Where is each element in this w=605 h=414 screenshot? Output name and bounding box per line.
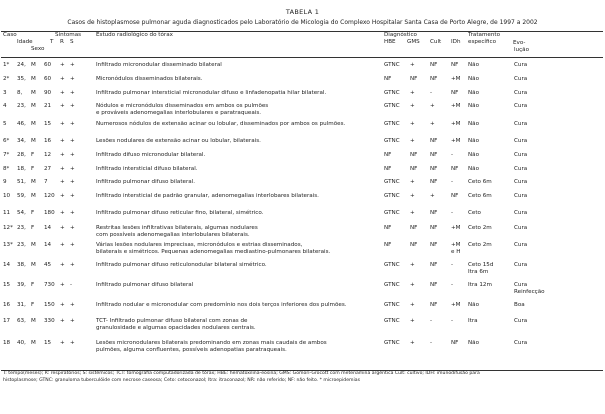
row-caso: 16 bbox=[3, 302, 11, 308]
row-tempo: 27 bbox=[44, 166, 52, 172]
row-idade: 23, bbox=[17, 103, 26, 109]
row-idh: - bbox=[451, 179, 454, 185]
row-gms: NF bbox=[410, 166, 418, 172]
row-caso: 4 bbox=[3, 103, 7, 109]
row-hbe: GTNC bbox=[384, 193, 400, 199]
row-sistemico: + bbox=[70, 179, 75, 185]
row-tempo: 180 bbox=[44, 210, 55, 216]
row-sexo: F bbox=[31, 225, 35, 231]
row-caso: 5 bbox=[3, 121, 7, 127]
footnote bbox=[3, 371, 603, 384]
row-respiratorio: + bbox=[60, 225, 65, 231]
row-caso: 15 bbox=[3, 282, 11, 288]
row-estudo: Lesões nodulares de extensão acinar ou lobular, bilaterais. bbox=[96, 138, 261, 144]
row-sistemico: + bbox=[70, 90, 75, 96]
row-sexo: M bbox=[31, 90, 36, 96]
row-evolucao: Cura bbox=[514, 103, 528, 109]
row-cult: - bbox=[430, 340, 433, 346]
row-idh: - bbox=[451, 282, 454, 288]
row-cult: NF bbox=[430, 179, 438, 185]
row-idh: +M bbox=[451, 242, 461, 248]
row-gms: + bbox=[410, 121, 415, 127]
row-cult: NF bbox=[430, 282, 438, 288]
row-gms: + bbox=[410, 103, 415, 109]
row-tratamento: Não bbox=[468, 103, 480, 109]
row-hbe: NF bbox=[384, 166, 392, 172]
row-idade: 35, bbox=[17, 76, 26, 82]
row-tempo: 45 bbox=[44, 262, 52, 268]
row-sistemico: + bbox=[70, 225, 75, 231]
row-idh: +M bbox=[451, 225, 461, 231]
row-hbe: GTNC bbox=[384, 262, 400, 268]
row-idade: 8, bbox=[17, 90, 23, 96]
row-tratamento: Ceto 2m bbox=[468, 225, 492, 231]
row-respiratorio: + bbox=[60, 103, 65, 109]
row-gms: + bbox=[410, 282, 415, 288]
row-respiratorio: + bbox=[60, 262, 65, 268]
row-cult: + bbox=[430, 103, 435, 109]
row-sexo: F bbox=[31, 302, 35, 308]
row-hbe: GTNC bbox=[384, 138, 400, 144]
row-cult: NF bbox=[430, 242, 438, 248]
row-respiratorio: + bbox=[60, 121, 65, 127]
row-sexo: M bbox=[31, 62, 36, 68]
header-cult: Cult bbox=[430, 39, 442, 45]
row-cult: NF bbox=[430, 166, 438, 172]
row-gms: + bbox=[410, 179, 415, 185]
row-sistemico: + bbox=[70, 340, 75, 346]
row-hbe: GTNC bbox=[384, 121, 400, 127]
row-sistemico: + bbox=[70, 138, 75, 144]
row-tratamento: Não bbox=[468, 340, 480, 346]
header-tratamento: Tratamento bbox=[468, 32, 500, 38]
row-idh: e H bbox=[451, 249, 461, 255]
row-caso: 2* bbox=[3, 76, 10, 82]
row-gms: + bbox=[410, 262, 415, 268]
header-evolucao: Evo- bbox=[513, 40, 526, 46]
row-sexo: M bbox=[31, 193, 36, 199]
row-sexo: M bbox=[31, 76, 36, 82]
row-cult: + bbox=[430, 193, 435, 199]
header-especifico: específico bbox=[468, 39, 496, 45]
row-cult: NF bbox=[430, 138, 438, 144]
row-tempo: 16 bbox=[44, 138, 52, 144]
row-caso: 18 bbox=[3, 340, 11, 346]
row-gms: + bbox=[410, 62, 415, 68]
row-tempo: 730 bbox=[44, 282, 55, 288]
row-tratamento: Não bbox=[468, 121, 480, 127]
row-sistemico: + bbox=[70, 152, 75, 158]
row-idh: +M bbox=[451, 138, 461, 144]
row-evolucao: Cura bbox=[514, 76, 528, 82]
row-cult: - bbox=[430, 90, 433, 96]
row-tempo: 12 bbox=[44, 152, 52, 158]
row-idade: 18, bbox=[17, 166, 26, 172]
row-idh: +M bbox=[451, 302, 461, 308]
row-estudo: Restritas lesões infiltrativas bilaterais, algumas nodulares bbox=[96, 225, 258, 231]
row-idh: NF bbox=[451, 166, 459, 172]
row-evolucao: Cura bbox=[514, 242, 528, 248]
row-evolucao: Cura bbox=[514, 318, 528, 324]
row-idade: 23, bbox=[17, 242, 26, 248]
row-sexo: M bbox=[31, 242, 36, 248]
row-gms: + bbox=[410, 193, 415, 199]
row-idh: - bbox=[451, 262, 454, 268]
row-respiratorio: + bbox=[60, 179, 65, 185]
row-tempo: 15 bbox=[44, 340, 52, 346]
row-sexo: M bbox=[31, 340, 36, 346]
row-sistemico: + bbox=[70, 166, 75, 172]
row-respiratorio: + bbox=[60, 152, 65, 158]
row-caso: 10 bbox=[3, 193, 11, 199]
row-estudo: Infiltrado pulmonar difuso bilateral bbox=[96, 282, 194, 288]
row-respiratorio: + bbox=[60, 166, 65, 172]
row-sistemico: + bbox=[70, 302, 75, 308]
header-evolucao-2: lução bbox=[514, 47, 530, 53]
row-idade: 23, bbox=[17, 225, 26, 231]
row-respiratorio: + bbox=[60, 62, 65, 68]
row-tratamento: Não bbox=[468, 302, 480, 308]
row-hbe: NF bbox=[384, 152, 392, 158]
row-tempo: 60 bbox=[44, 76, 52, 82]
row-estudo: granulosidade e algumas opacidades nodulares centrais. bbox=[96, 325, 256, 331]
row-respiratorio: + bbox=[60, 242, 65, 248]
row-evolucao: Cura bbox=[514, 152, 528, 158]
row-gms: + bbox=[410, 340, 415, 346]
row-estudo: bilaterais e simétricos. Pequenas adenomegalias mediastino-pulmonares bilaterais. bbox=[96, 249, 331, 255]
row-estudo: TCT- Infiltrado pulmonar difuso bilateral com zonas de bbox=[96, 318, 248, 324]
row-evolucao: Cura bbox=[514, 62, 528, 68]
row-tratamento: Não bbox=[468, 166, 480, 172]
header-idh: IDh bbox=[451, 39, 461, 45]
row-evolucao: Cura bbox=[514, 166, 528, 172]
row-evolucao: Cura bbox=[514, 90, 528, 96]
row-evolucao: Cura bbox=[514, 340, 528, 346]
header-s: S bbox=[70, 39, 74, 45]
row-cult: + bbox=[430, 121, 435, 127]
header-t: T bbox=[50, 39, 54, 45]
row-sexo: M bbox=[31, 121, 36, 127]
row-idade: 63, bbox=[17, 318, 26, 324]
row-evolucao: Boa bbox=[514, 302, 525, 308]
row-idade: 38, bbox=[17, 262, 26, 268]
row-sistemico: + bbox=[70, 262, 75, 268]
row-tempo: 90 bbox=[44, 90, 52, 96]
row-estudo: Nódulos e micronódulos disseminados em ambos os pulmões bbox=[96, 103, 269, 109]
row-idade: 51, bbox=[17, 179, 26, 185]
row-idh: +M bbox=[451, 121, 461, 127]
row-evolucao: Cura bbox=[514, 179, 528, 185]
row-tempo: 14 bbox=[44, 242, 52, 248]
row-gms: NF bbox=[410, 242, 418, 248]
row-estudo: Lesões micronodulares bilaterais predominando em zonas mais caudais de ambos bbox=[96, 340, 327, 346]
row-evolucao: Cura bbox=[514, 262, 528, 268]
row-gms: + bbox=[410, 138, 415, 144]
row-respiratorio: + bbox=[60, 76, 65, 82]
row-gms: + bbox=[410, 210, 415, 216]
row-tempo: 60 bbox=[44, 62, 52, 68]
row-caso: 6* bbox=[3, 138, 10, 144]
row-respiratorio: + bbox=[60, 193, 65, 199]
row-caso: 1* bbox=[3, 62, 10, 68]
row-tempo: 15 bbox=[44, 121, 52, 127]
row-cult: NF bbox=[430, 152, 438, 158]
table-title: TABELA 1 bbox=[285, 8, 320, 16]
row-caso: 17 bbox=[3, 318, 11, 324]
row-sistemico: + bbox=[70, 193, 75, 199]
header-hbe: HBE bbox=[384, 39, 396, 45]
row-idh: - bbox=[451, 152, 454, 158]
row-idade: 31, bbox=[17, 302, 26, 308]
row-idh: - bbox=[451, 318, 454, 324]
row-caso: 8* bbox=[3, 166, 10, 172]
row-gms: + bbox=[410, 302, 415, 308]
row-respiratorio: + bbox=[60, 282, 65, 288]
row-tratamento: Não bbox=[468, 138, 480, 144]
row-sistemico: - bbox=[70, 282, 73, 288]
row-sexo: M bbox=[31, 179, 36, 185]
row-hbe: GTNC bbox=[384, 103, 400, 109]
row-estudo: Várias lesões nodulares imprecisas, micronódulos e estrias disseminados, bbox=[96, 242, 303, 248]
row-hbe: NF bbox=[384, 76, 392, 82]
row-hbe: GTNC bbox=[384, 62, 400, 68]
row-cult: NF bbox=[430, 76, 438, 82]
row-cult: - bbox=[430, 318, 433, 324]
row-tratamento: Itra bbox=[468, 318, 478, 324]
row-hbe: NF bbox=[384, 225, 392, 231]
row-hbe: GTNC bbox=[384, 318, 400, 324]
row-sistemico: + bbox=[70, 242, 75, 248]
row-gms: + bbox=[410, 90, 415, 96]
row-sistemico: + bbox=[70, 121, 75, 127]
row-respiratorio: + bbox=[60, 318, 65, 324]
header-top-rule bbox=[1, 31, 603, 32]
row-evolucao: Cura bbox=[514, 225, 528, 231]
row-sexo: F bbox=[31, 210, 35, 216]
row-sexo: M bbox=[31, 138, 36, 144]
row-respiratorio: + bbox=[60, 90, 65, 96]
header-idade: Idade bbox=[17, 39, 33, 45]
row-evolucao: Cura bbox=[514, 282, 528, 288]
row-tratamento: Ceto 6m bbox=[468, 193, 492, 199]
row-sexo: M bbox=[31, 318, 36, 324]
row-respiratorio: + bbox=[60, 340, 65, 346]
row-evolucao: Reinfecção bbox=[514, 289, 545, 295]
row-caso: 11 bbox=[3, 210, 11, 216]
row-estudo: Infiltrado intersticial difuso bilateral. bbox=[96, 166, 198, 172]
row-estudo: Numerosos nódulos de extensão acinar ou lobular, disseminados por ambos os pulmões. bbox=[96, 121, 346, 127]
row-caso: 3 bbox=[3, 90, 7, 96]
row-hbe: GTNC bbox=[384, 282, 400, 288]
footnote-line: histoplasmose; GTNC: granuloma tuberculóide com necrose caseosa; Ceto: cetoconazol; Itra: itraconazol; NR: não referido; NF: não feito. * microepidemias bbox=[3, 377, 360, 383]
row-idh: NF bbox=[451, 62, 459, 68]
row-tratamento: Ceto 2m bbox=[468, 242, 492, 248]
row-estudo: Micronódulos disseminados bilaterais. bbox=[96, 76, 203, 82]
row-tratamento: Não bbox=[468, 152, 480, 158]
row-hbe: GTNC bbox=[384, 210, 400, 216]
table-subtitle: Casos de histoplasmose pulmonar aguda diagnosticados pelo Laboratório de Micologia do Complexo Hospitalar Santa Casa de Porto Alegre, de 1997 a 2002 bbox=[67, 19, 538, 26]
header-sexo: Sexo bbox=[31, 46, 45, 52]
row-sistemico: + bbox=[70, 318, 75, 324]
row-caso: 7* bbox=[3, 152, 10, 158]
row-evolucao: Cura bbox=[514, 138, 528, 144]
row-tempo: 14 bbox=[44, 225, 52, 231]
row-idade: 46, bbox=[17, 121, 26, 127]
row-tratamento: Ceto 6m bbox=[468, 179, 492, 185]
row-tempo: 150 bbox=[44, 302, 55, 308]
row-tempo: 330 bbox=[44, 318, 55, 324]
row-caso: 9 bbox=[3, 179, 7, 185]
row-idade: 40, bbox=[17, 340, 26, 346]
row-sistemico: + bbox=[70, 210, 75, 216]
row-evolucao: Cura bbox=[514, 193, 528, 199]
row-estudo: Infiltrado pulmonar difuso reticulonodular bilateral simétrico. bbox=[96, 262, 267, 268]
row-idh: +M bbox=[451, 76, 461, 82]
row-estudo: Infiltrado intersticial de padrão granular, adenomegalias interlobares bilaterais. bbox=[96, 193, 319, 199]
row-gms: NF bbox=[410, 152, 418, 158]
row-estudo: Infiltrado difuso micronodular bilateral. bbox=[96, 152, 206, 158]
row-caso: 14 bbox=[3, 262, 11, 268]
row-hbe: GTNC bbox=[384, 340, 400, 346]
row-idh: - bbox=[451, 210, 454, 216]
row-respiratorio: + bbox=[60, 210, 65, 216]
row-tempo: 7 bbox=[44, 179, 48, 185]
row-hbe: GTNC bbox=[384, 179, 400, 185]
row-gms: + bbox=[410, 318, 415, 324]
row-tratamento: Não bbox=[468, 76, 480, 82]
row-estudo: Infiltrado micronodular disseminado bilateral bbox=[96, 62, 222, 68]
row-tratamento: Itra 12m bbox=[468, 282, 492, 288]
row-evolucao: Cura bbox=[514, 121, 528, 127]
row-idade: 59, bbox=[17, 193, 26, 199]
row-caso: 13* bbox=[3, 242, 13, 248]
row-estudo: pulmões, alguma confluentes, possíveis adenopatias paratraqueais. bbox=[96, 347, 287, 353]
row-cult: NF bbox=[430, 210, 438, 216]
row-tratamento: Não bbox=[468, 62, 480, 68]
header-bottom-rule bbox=[1, 57, 603, 58]
row-sexo: M bbox=[31, 262, 36, 268]
row-estudo: Infiltrado pulmonar difuso reticular fino, bilateral, simétrico. bbox=[96, 210, 264, 216]
row-idh: NF bbox=[451, 90, 459, 96]
row-sistemico: + bbox=[70, 62, 75, 68]
row-tratamento: Não bbox=[468, 90, 480, 96]
header-estudo: Estudo radiológico do tórax bbox=[96, 32, 173, 38]
row-estudo: com possíveis adenomegalias interlobulares bilaterais. bbox=[96, 232, 250, 238]
row-cult: NF bbox=[430, 225, 438, 231]
row-estudo: Infiltrado nodular e micronodular com predomínio nos dois terços inferiores dos pulmões. bbox=[96, 302, 347, 308]
row-evolucao: Cura bbox=[514, 210, 528, 216]
row-tratamento: Ceto 15d bbox=[468, 262, 494, 268]
row-cult: NF bbox=[430, 302, 438, 308]
row-idade: 39, bbox=[17, 282, 26, 288]
row-hbe: GTNC bbox=[384, 302, 400, 308]
row-respiratorio: + bbox=[60, 302, 65, 308]
row-respiratorio: + bbox=[60, 138, 65, 144]
row-sistemico: + bbox=[70, 103, 75, 109]
row-tempo: 120 bbox=[44, 193, 55, 199]
header-diagnostico: Diagnóstico bbox=[384, 32, 417, 38]
row-estudo: Infiltrado pulmonar difuso bilateral. bbox=[96, 179, 196, 185]
row-idade: 34, bbox=[17, 138, 26, 144]
row-sexo: M bbox=[31, 103, 36, 109]
row-sexo: F bbox=[31, 166, 35, 172]
row-sexo: F bbox=[31, 282, 35, 288]
row-idh: NF bbox=[451, 193, 459, 199]
row-cult: NF bbox=[430, 262, 438, 268]
row-caso: 12* bbox=[3, 225, 13, 231]
row-idade: 54, bbox=[17, 210, 26, 216]
row-tempo: 21 bbox=[44, 103, 52, 109]
header-r: R bbox=[60, 39, 64, 45]
header-gms: GMS bbox=[407, 39, 420, 45]
row-idh: NF bbox=[451, 340, 459, 346]
row-sexo: F bbox=[31, 152, 35, 158]
row-hbe: GTNC bbox=[384, 90, 400, 96]
row-idade: 24, bbox=[17, 62, 26, 68]
header-sintomas: Sintomas bbox=[55, 32, 82, 38]
row-idade: 28, bbox=[17, 152, 26, 158]
header-caso: Caso bbox=[3, 32, 17, 38]
row-cult: NF bbox=[430, 62, 438, 68]
row-hbe: NF bbox=[384, 242, 392, 248]
footnote-line: T: tempo(meses); R: respiratórios; S: sistêmicos; TCT: tomografia computadorizada de tórax; HBE: hematoxilina-eosina; GMS: Gomori-Grocott com metenamina argêntica Cult: cultivo; IDH: imunodifusão para bbox=[3, 371, 480, 376]
row-sistemico: + bbox=[70, 76, 75, 82]
row-idh: +M bbox=[451, 103, 461, 109]
row-gms: NF bbox=[410, 76, 418, 82]
row-tratamento: Ceto bbox=[468, 210, 481, 216]
row-estudo: Infiltrado pulmonar intersticial micronodular difuso e linfadenopatia hilar bilateral. bbox=[96, 90, 327, 96]
row-gms: NF bbox=[410, 225, 418, 231]
row-tratamento: Itra 6m bbox=[468, 269, 489, 275]
row-estudo: e prováveis adenomegalias interlobulares e paratraqueais. bbox=[96, 110, 262, 116]
